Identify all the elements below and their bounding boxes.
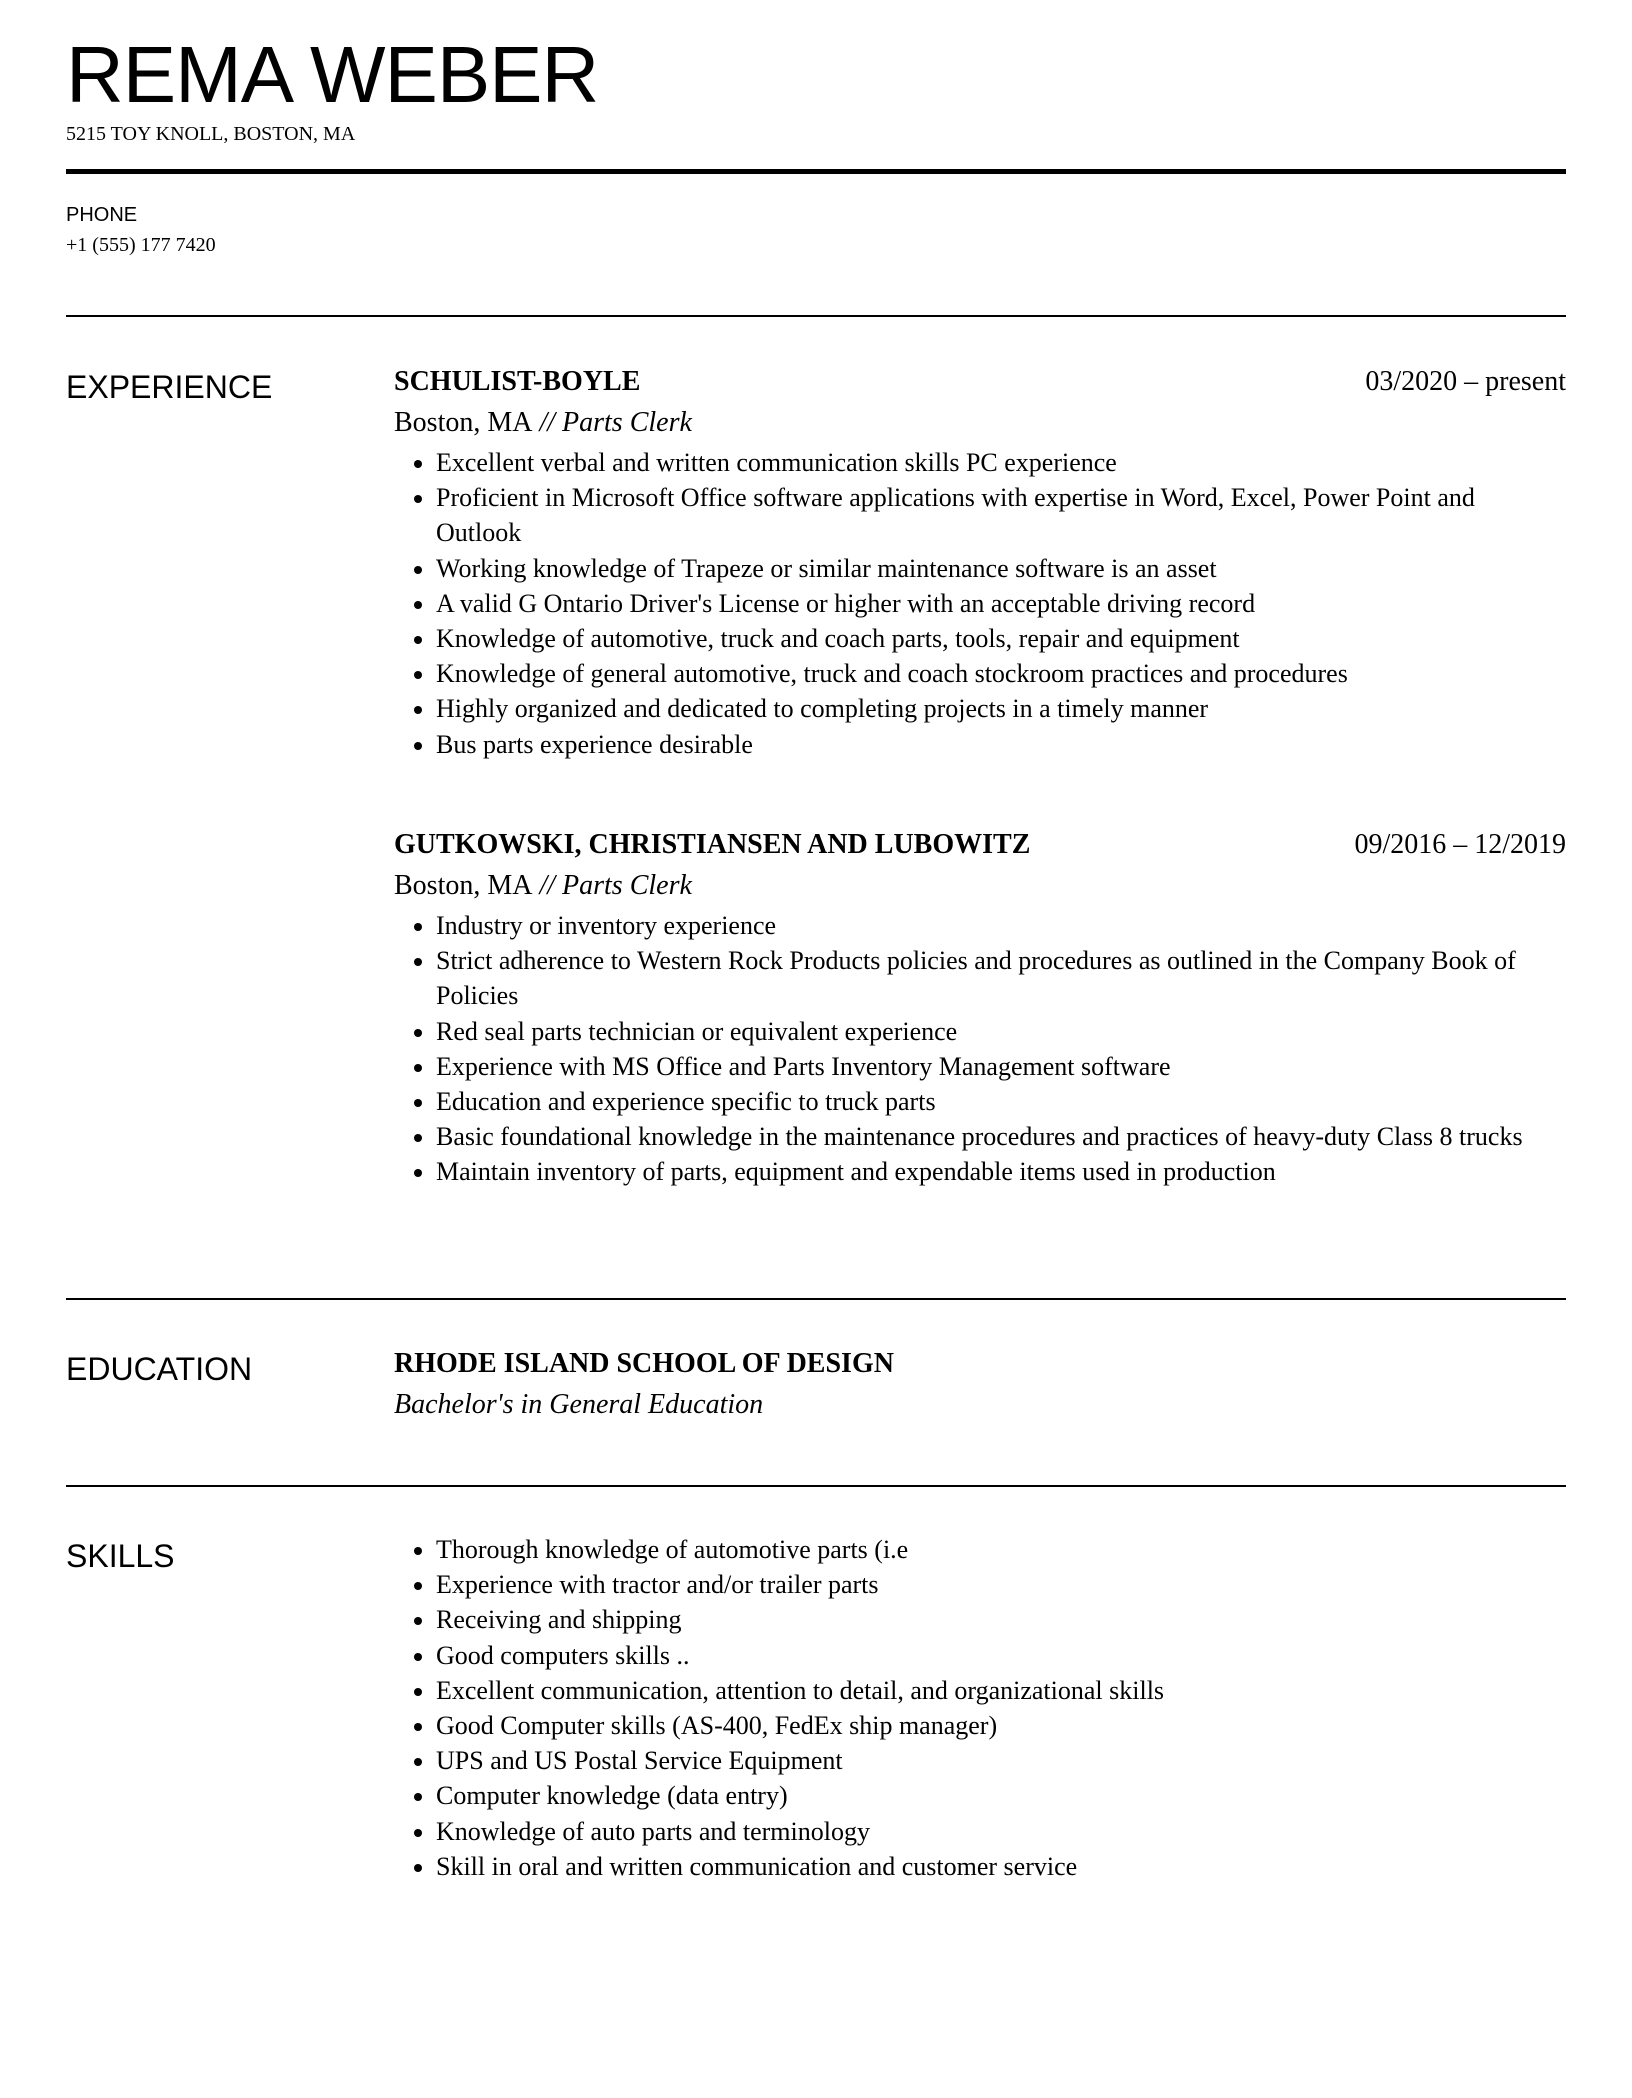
list-item: • Education and experience specific to truck parts <box>436 1084 1566 1119</box>
list-item: • Industry or inventory experience <box>436 908 1566 943</box>
degree: Bachelor's in General Education <box>394 1389 764 1420</box>
job-subline <box>394 403 1566 443</box>
list-item: • Excellent communication, attention to detail, and organizational skills <box>436 1673 1566 1708</box>
list-item: • UPS and US Postal Service Equipment <box>436 1743 1566 1778</box>
list-item: • Excellent verbal and written communication skills PC experience <box>436 445 1566 480</box>
list-item: • Experience with MS Office and Parts Inventory Management software <box>436 1049 1566 1084</box>
company-name: SCHULIST-BOYLE <box>394 366 641 397</box>
company-name: GUTKOWSKI, CHRISTIANSEN AND LUBOWITZ <box>394 829 1031 860</box>
job-location: Boston, MA <box>394 407 533 438</box>
list-item: • Knowledge of automotive, truck and coach parts, tools, repair and equipment <box>436 621 1566 656</box>
list-item: • Good computers skills .. <box>436 1638 1566 1673</box>
list-item: • Proficient in Microsoft Office software applications with expertise in Word, Excel, Power Point and Outlook <box>436 480 1566 550</box>
candidate-name: REMA WEBER <box>66 30 599 119</box>
list-item: • Computer knowledge (data entry) <box>436 1778 1566 1813</box>
list-item: • Good Computer skills (AS-400, FedEx ship manager) <box>436 1708 1566 1743</box>
phone-value: +1 (555) 177 7420 <box>66 234 216 256</box>
list-item: • Red seal parts technician or equivalent experience <box>436 1014 1566 1049</box>
phone-label: PHONE <box>66 204 138 226</box>
section-title-skills: SKILLS <box>66 1538 175 1574</box>
section-title-education: EDUCATION <box>66 1351 253 1387</box>
education-entry <box>394 1345 1566 1425</box>
list-item: • Receiving and shipping <box>436 1602 1566 1637</box>
job-subline <box>394 866 1566 906</box>
list-item: • Highly organized and dedicated to completing projects in a timely manner <box>436 691 1566 726</box>
skills-entry <box>394 1532 1566 1884</box>
section-divider <box>66 1485 1566 1487</box>
job-header <box>394 363 1566 403</box>
job-role: Parts Clerk <box>562 870 692 901</box>
education-header <box>394 1345 1566 1385</box>
header-divider <box>66 169 1566 174</box>
list-item: • Bus parts experience desirable <box>436 727 1566 762</box>
job-dates: 03/2020 – present <box>1365 366 1566 397</box>
list-item: • Knowledge of auto parts and terminology <box>436 1814 1566 1849</box>
section-divider <box>66 315 1566 317</box>
job-entry <box>394 826 1566 1190</box>
list-item: • Maintain inventory of parts, equipment and expendable items used in production <box>436 1154 1566 1189</box>
list-item: • Working knowledge of Trapeze or similar maintenance software is an asset <box>436 551 1566 586</box>
section-divider <box>66 1298 1566 1300</box>
skills-list <box>394 1532 1566 1884</box>
job-separator: // <box>532 870 563 901</box>
job-header <box>394 826 1566 866</box>
list-item: • Strict adherence to Western Rock Products policies and procedures as outlined in the Company Book of Policies <box>436 943 1566 1013</box>
candidate-address: 5215 TOY KNOLL, BOSTON, MA <box>66 123 356 145</box>
school-name: RHODE ISLAND SCHOOL OF DESIGN <box>394 1348 894 1379</box>
job-entry <box>394 363 1566 762</box>
job-dates: 09/2016 – 12/2019 <box>1354 829 1566 860</box>
job-bullets <box>394 445 1566 762</box>
list-item: • Experience with tractor and/or trailer parts <box>436 1567 1566 1602</box>
list-item: • Basic foundational knowledge in the maintenance procedures and practices of heavy-duty Class 8 trucks <box>436 1119 1566 1154</box>
list-item: • Thorough knowledge of automotive parts (i.e <box>436 1532 1566 1567</box>
job-location: Boston, MA <box>394 870 533 901</box>
job-role: Parts Clerk <box>562 407 692 438</box>
job-bullets <box>394 908 1566 1190</box>
list-item: • Skill in oral and written communication and customer service <box>436 1849 1566 1884</box>
list-item: • Knowledge of general automotive, truck and coach stockroom practices and procedures <box>436 656 1566 691</box>
job-separator: // <box>532 407 563 438</box>
section-title-experience: EXPERIENCE <box>66 369 273 405</box>
list-item: • A valid G Ontario Driver's License or higher with an acceptable driving record <box>436 586 1566 621</box>
